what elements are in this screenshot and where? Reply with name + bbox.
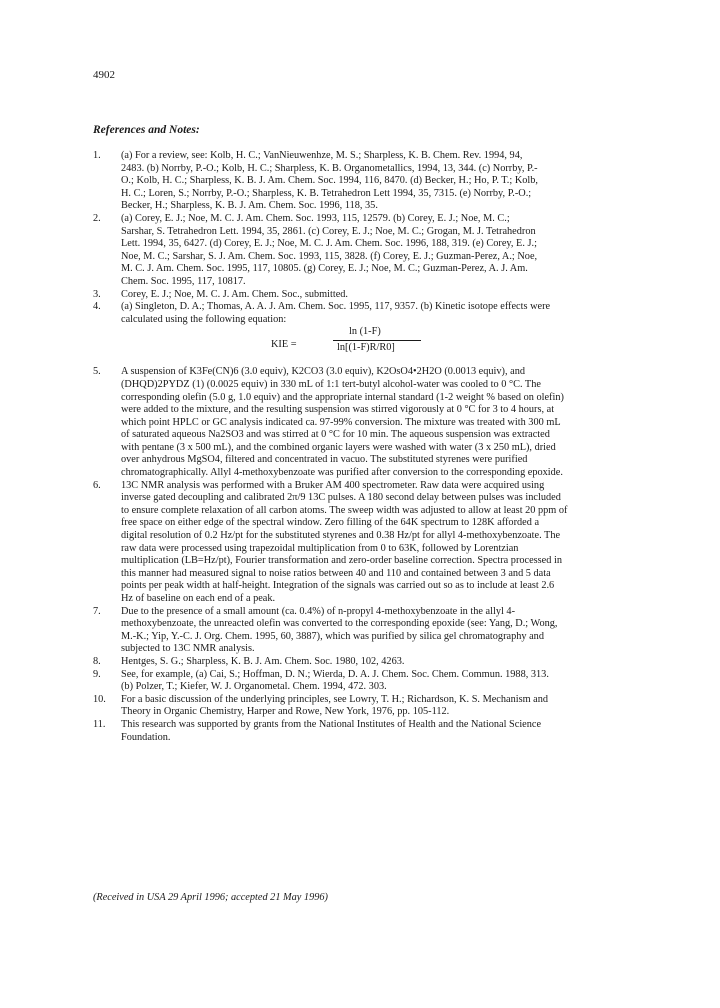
reference-line: (a) For a review, see: Kolb, H. C.; VanNieuwenhze, M. S.; Sharpless, K. B. Chem. Rev. 1994, 94, bbox=[121, 150, 523, 161]
reference-item bbox=[93, 606, 646, 656]
reference-line: Corey, E. J.; Noe, M. C. J. Am. Chem. Soc., submitted. bbox=[121, 288, 349, 300]
reference-line: Sarshar, S. Tetrahedron Lett. 1994, 35, 2861. (c) Corey, E. J.; Noe, M. C.; Grogan, M. J. Tetrahedron bbox=[121, 225, 536, 237]
reference-line: corresponding olefin (5.0 g, 1.0 equiv) and the appropriate internal standard (1-2 weight % based on olefin) bbox=[121, 391, 564, 403]
reference-line: of saturated aqueous Na2SO3 and was stirred at 0 °C for 10 min. The aqueous suspension was extracted bbox=[121, 429, 550, 441]
reference-number: 5. bbox=[93, 366, 101, 378]
reference-line: M.-K.; Yip, Y.-C. J. Org. Chem. 1995, 60, 3887), which was purified by silica gel chromatography and bbox=[121, 630, 544, 642]
reference-item bbox=[93, 480, 646, 606]
equation-numerator: ln (1-F) bbox=[349, 326, 381, 338]
reference-text bbox=[121, 669, 646, 694]
reference-text bbox=[121, 150, 646, 213]
reference-line: Hz of baseline on each end of a peak. bbox=[121, 593, 276, 604]
fraction-bar bbox=[333, 340, 421, 341]
reference-line: were added to the mixture, and the resulting suspension was stirred vigorously at 0 °C for 3 to 4 hours, at bbox=[121, 404, 555, 416]
reference-line: H. C.; Loren, S.; Norrby, P.-O.; Sharpless, K. B. Tetrahedron Lett 1994, 35, 7315. (e) Norrby, P.-O.; bbox=[121, 187, 532, 199]
reference-number: 8. bbox=[93, 655, 101, 667]
reference-line: this manner had measured signal to noise ratios between 40 and 110 and contained between 3 and 5 data bbox=[121, 567, 551, 579]
reference-number: 11. bbox=[93, 718, 106, 730]
reference-line: Noe, M. C.; Sarshar, S. J. Am. Chem. Soc. 1993, 115, 3828. (f) Corey, E. J.; Guzman-Perez, A.; Noe, bbox=[121, 250, 538, 262]
reference-text bbox=[121, 213, 646, 289]
reference-number: 2. bbox=[93, 212, 101, 224]
reference-line: (a) Singleton, D. A.; Thomas, A. A. J. Am. Chem. Soc. 1995, 117, 9357. (b) Kinetic isotope effects were bbox=[121, 301, 551, 313]
reference-line: over anhydrous MgSO4, filtered and concentrated in vacuo. The substituted styrenes were purified bbox=[121, 454, 528, 466]
equation-lhs: KIE = bbox=[271, 339, 297, 351]
reference-line: methoxybenzoate, the unreacted olefin was converted to the corresponding epoxide (see: Yang, D.; Wong, bbox=[121, 618, 558, 630]
reference-line: Becker, H.; Sharpless, K. B. J. Am. Chem. Soc. 1996, 118, 35. bbox=[121, 200, 378, 212]
reference-number: 6. bbox=[93, 479, 101, 491]
reference-item bbox=[93, 289, 646, 302]
reference-text bbox=[121, 366, 646, 479]
reference-number: 3. bbox=[93, 288, 101, 300]
reference-line: This research was supported by grants from the National Institutes of Health and the National Science bbox=[121, 718, 542, 730]
reference-line: multiplication (LB=Hz/pt), Fourier transformation and zero-order baseline correction. Spectra processed in bbox=[121, 555, 562, 567]
reference-line: calculated using the following equation: bbox=[121, 313, 287, 325]
reference-line: Hentges, S. G.; Sharpless, K. B. J. Am. Chem. Soc. 1980, 102, 4263. bbox=[121, 655, 405, 667]
equation-denominator: ln[(1-F)R/R0] bbox=[337, 342, 395, 354]
reference-text bbox=[121, 480, 646, 606]
reference-line: inverse gated decoupling and calibrated 2π/9 13C pulses. A 180 second delay between pulses was included bbox=[121, 492, 561, 504]
page-number: 4902 bbox=[93, 69, 115, 81]
section-title: References and Notes: bbox=[93, 124, 200, 136]
reference-line: See, for example, (a) Cai, S.; Hoffman, D. N.; Wierda, D. A. J. Chem. Soc. Chem. Commun. 1988, 313. bbox=[121, 668, 549, 680]
reference-text bbox=[121, 694, 646, 719]
reference-number: 1. bbox=[93, 150, 101, 161]
reference-line: Foundation. bbox=[121, 731, 171, 743]
received-dates: (Received in USA 29 April 1996; accepted 21 May 1996) bbox=[93, 892, 328, 903]
reference-text bbox=[121, 301, 646, 366]
reference-line: Lett. 1994, 35, 6427. (d) Corey, E. J.; Noe, M. C. J. Am. Chem. Soc. 1996, 188, 319. (e) Corey, E. J.; bbox=[121, 238, 537, 250]
reference-line: (DHQD)2PYDZ (1) (0.0025 equiv) in 330 mL of 1:1 tert-butyl alcohol-water was cooled to 0 °C. The bbox=[121, 378, 541, 390]
reference-line: raw data were processed using trapezoidal multiplication from 0 to 63K, followed by Lorentzian bbox=[121, 542, 519, 554]
reference-line: A suspension of K3Fe(CN)6 (3.0 equiv), K2CO3 (3.0 equiv), K2OsO4•2H2O (0.0013 equiv), and bbox=[121, 366, 525, 378]
reference-line: Chem. Soc. 1995, 117, 10817. bbox=[121, 275, 246, 287]
reference-line: which point HPLC or GC analysis indicated ca. 97-99% conversion. The mixture was treated with 300 mL bbox=[121, 416, 561, 428]
reference-line: free space on either edge of the spectral window. Zero filling of the 64K spectrum to 128K afforded a bbox=[121, 517, 540, 529]
reference-line: (b) Polzer, T.; Kiefer, W. J. Organometal. Chem. 1994, 472. 303. bbox=[121, 681, 387, 693]
reference-line: M. C. J. Am. Chem. Soc. 1995, 117, 10805. (g) Corey, E. J.; Noe, M. C.; Guzman-Perez, A. J. Am. bbox=[121, 263, 528, 275]
reference-item bbox=[93, 301, 646, 366]
reference-line: digital resolution of 0.2 Hz/pt for the substituted styrenes and 0.38 Hz/pt for allyl 4-methoxybenzoate. The bbox=[121, 530, 561, 542]
reference-item bbox=[93, 366, 646, 479]
reference-line: For a basic discussion of the underlying principles, see Lowry, T. H.; Richardson, K. S. Mechanism and bbox=[121, 693, 549, 705]
reference-line: chromatographically. Allyl 4-methoxybenzoate was purified after conversion to the corresponding epoxide. bbox=[121, 467, 563, 479]
reference-number: 9. bbox=[93, 668, 101, 680]
reference-line: (a) Corey, E. J.; Noe, M. C. J. Am. Chem. Soc. 1993, 115, 12579. (b) Corey, E. J.; Noe, M. C.; bbox=[121, 212, 510, 224]
reference-line: Due to the presence of a small amount (ca. 0.4%) of n-propyl 4-methoxybenzoate in the allyl 4- bbox=[121, 605, 516, 617]
reference-line: O.; Kolb, H. C.; Sharpless, K. B. J. Am. Chem. Soc. 1994, 116, 8470. (d) Becker, H.; Ho, P. T.; Kolb, bbox=[121, 175, 538, 187]
reference-item bbox=[93, 150, 646, 213]
reference-line: 13C NMR analysis was performed with a Bruker AM 400 spectrometer. Raw data were acquired using bbox=[121, 479, 545, 491]
reference-item bbox=[93, 719, 646, 744]
kie-equation bbox=[271, 326, 471, 360]
reference-number: 7. bbox=[93, 605, 101, 617]
reference-item bbox=[93, 694, 646, 719]
reference-text bbox=[121, 656, 646, 669]
references-list bbox=[93, 150, 646, 744]
reference-number: 4. bbox=[93, 301, 101, 313]
reference-line: 2483. (b) Norrby, P.-O.; Kolb, H. C.; Sharpless, K. B. Organometallics, 1994, 13, 344. (c) Norrby, P.- bbox=[121, 162, 538, 174]
reference-line: subjected to 13C NMR analysis. bbox=[121, 643, 255, 655]
reference-text bbox=[121, 606, 646, 656]
reference-item bbox=[93, 213, 646, 289]
reference-item bbox=[93, 656, 646, 669]
reference-line: Theory in Organic Chemistry, Harper and Rowe, New York, 1976, pp. 105-112. bbox=[121, 706, 450, 718]
reference-number: 10. bbox=[93, 693, 106, 705]
reference-line: points per peak width at half-height. Integration of the signals was carried out so as to include at least 2.6 bbox=[121, 580, 555, 592]
reference-item bbox=[93, 669, 646, 694]
reference-text bbox=[121, 289, 646, 302]
reference-line: to ensure complete relaxation of all carbon atoms. The sweep width was adjusted to allow at least 20 ppm of bbox=[121, 504, 568, 516]
reference-text bbox=[121, 719, 646, 744]
reference-line: with pentane (3 x 500 mL), and the combined organic layers were washed with water (3 x 250 mL), dried bbox=[121, 441, 556, 453]
